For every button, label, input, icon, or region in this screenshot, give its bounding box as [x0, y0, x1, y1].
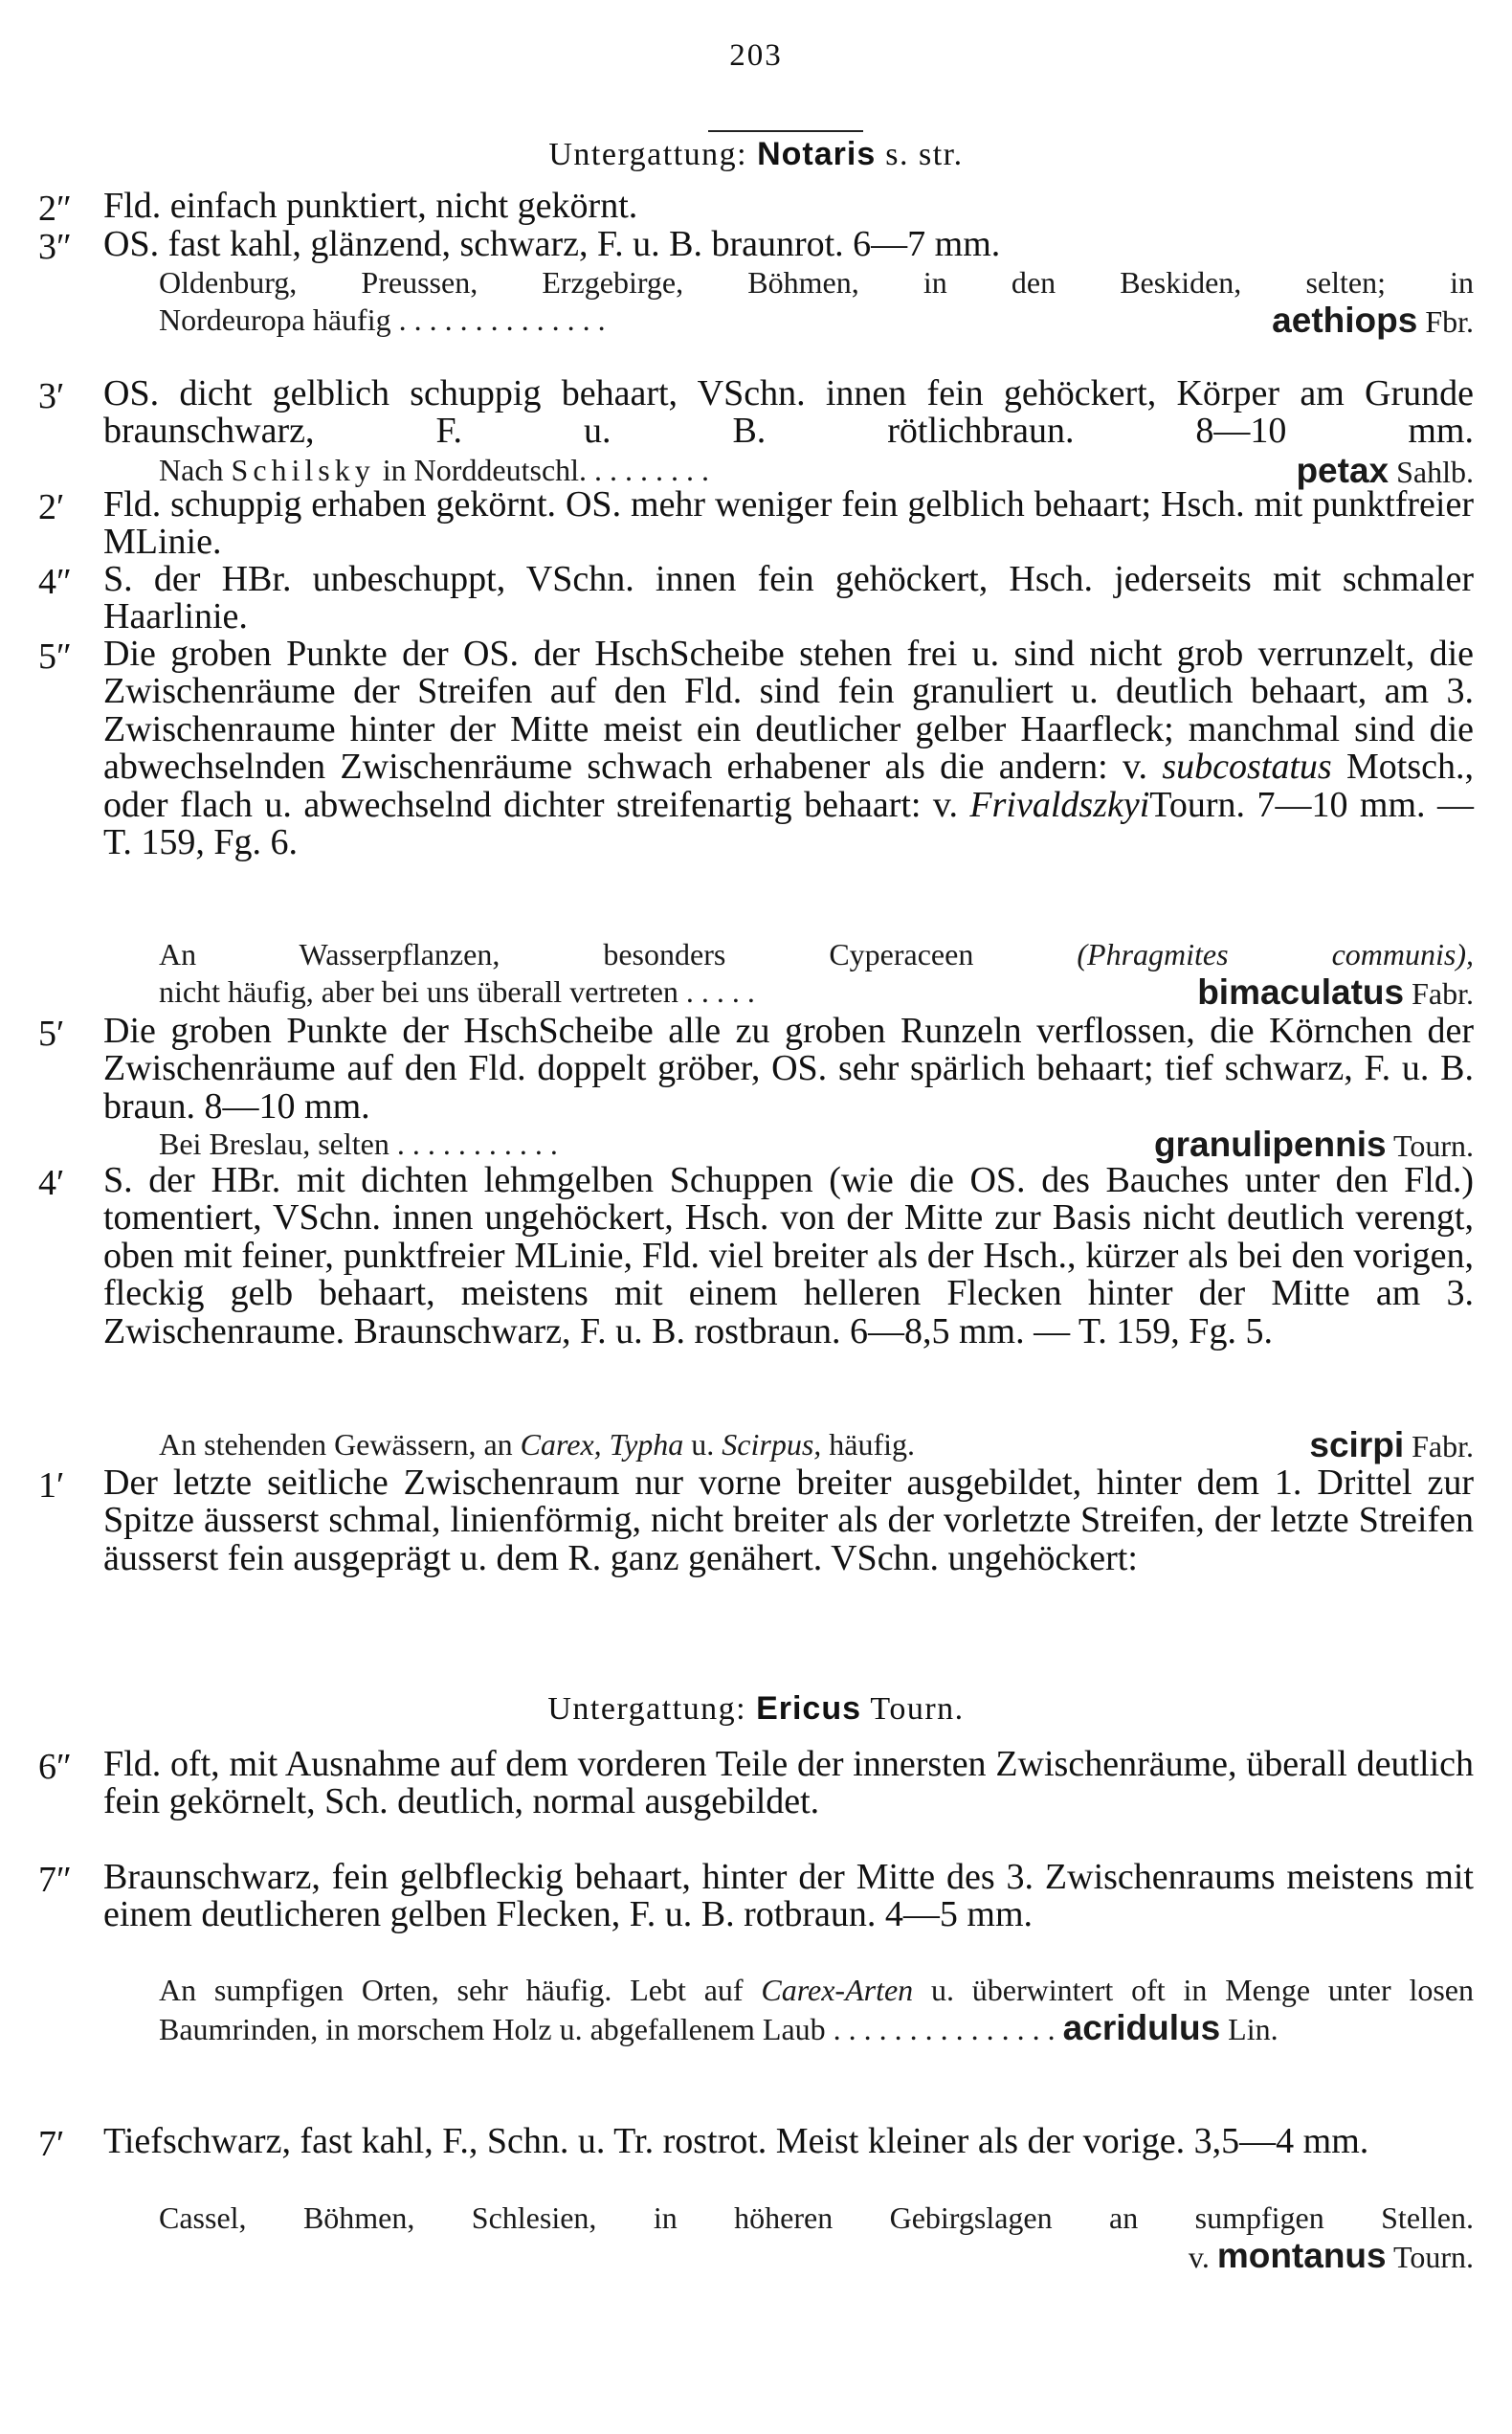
header-rule: [708, 130, 863, 132]
couplet-number: 5′: [38, 1014, 65, 1054]
couplet-text: S. der HBr. mit dichten lehmgelben Schuppen (wie die OS. des Bauches unter den Fld.) tomentiert, VSchn. innen ungehöckert, Hsch. von der Mitte zur Basis nicht deutlich verengt, oben mit feiner, punktfreier MLinie, Fld. viel breiter als der Hsch., kürzer als bei den vorigen, fleckig gelb behaart, meistens mit einem helleren Flecken hinter der Mitte am 3. Zwischenraume. Braunschwarz, F. u. B. rostbraun. 6—8,5 mm. — T. 159, Fg. 5.: [103, 1160, 1474, 1351]
couplet-number: 3′: [38, 376, 65, 416]
species-name: bimaculatus: [1197, 972, 1405, 1013]
couplet-number: 5″: [38, 636, 72, 677]
couplet-number: 6″: [38, 1747, 72, 1787]
couplet-number: 4″: [38, 562, 72, 602]
species-author: Tourn.: [1393, 2240, 1474, 2275]
subgenus-heading-ericus: Untergattung: Ericus Tourn.: [547, 1690, 965, 1727]
subgenus-name: Ericus: [756, 1690, 862, 1727]
species-name: granulipennis: [1154, 1125, 1387, 1164]
couplet-number: 2′: [38, 487, 65, 527]
couplet-text: Fld. oft, mit Ausnahme auf dem vorderen Teile der innersten Zwischenräume, überall deutlich fein gekörnelt, Sch. deutlich, normal ausgebildet.: [103, 1744, 1474, 1822]
subgenus-heading-notaris: Untergattung: Notaris s. str.: [548, 136, 964, 172]
distribution-note: Cassel, Böhmen, Schlesien, in höheren Gebirgslagen an sumpfigen Stellen. v. montanus Tourn.: [159, 2200, 1474, 2276]
species-author: Lin.: [1228, 2012, 1279, 2047]
species-author: Tourn.: [1393, 1128, 1474, 1163]
variety-name: subcostatus: [1162, 747, 1332, 788]
couplet-text: Braunschwarz, fein gelbfleckig behaart, hinter der Mitte des 3. Zwischenraums meistens mit einem deutlicheren gelben Flecken, F. u. B. rotbraun. 4—5 mm.: [103, 1857, 1474, 1935]
species-name: aethiops: [1272, 301, 1418, 341]
couplet-text: S. der HBr. unbeschuppt, VSchn. innen fein gehöckert, Hsch. jederseits mit schmaler Haarlinie.: [103, 559, 1474, 637]
couplet-number: 1′: [38, 1465, 65, 1506]
couplet-text: Tiefschwarz, fast kahl, F., Schn. u. Tr. rostrot. Meist kleiner als der vorige. 3,5—4 mm.: [103, 2121, 1369, 2161]
couplet-number: 4′: [38, 1163, 65, 1203]
species-author: Fbr.: [1425, 304, 1474, 340]
couplet-text: OS. fast kahl, glänzend, schwarz, F. u. B. braunrot. 6—7 mm.: [103, 224, 1001, 264]
couplet-number: 7″: [38, 1860, 72, 1900]
couplet-number: 2″: [38, 189, 72, 229]
couplet-text: Fld. einfach punktiert, nicht gekörnt.: [103, 186, 638, 226]
collector-name: Schilsky: [231, 453, 375, 487]
distribution-note: Oldenburg, Preussen, Erzgebirge, Böhmen, in den Beskiden, selten; in Nordeuropa häufig . . . . . . . . . . . . . . aethiops Fbr.: [159, 265, 1474, 341]
couplet-text: Die groben Punkte der OS. der HschScheibe stehen frei u. sind nicht grob verrunzelt, die Zwischenräume der Streifen auf den Fld. sind fein granuliert u. deutlich behaart, am 3. Zwischenraume hinter der Mitte meist ein deutlicher gelber Haarfleck; manchmal sind die abwechselnden Zwischenräume schwach erhabener als die andern: v. subcostatus Motsch., oder flach u. abwechselnd dichter streifenartig behaart: v. FrivaldszkyiTourn. 7—10 mm. — T. 159, Fg. 6.: [103, 634, 1475, 863]
distribution-note: Nach Schilsky in Norddeutschl. . . . . . . . . petax Sahlb.: [159, 451, 1474, 490]
couplet-text: Fld. schuppig erhaben gekörnt. OS. mehr weniger fein gelblich behaart; Hsch. mit punktfreier MLinie.: [103, 484, 1474, 563]
couplet-text: Der letzte seitliche Zwischenraum nur vorne breiter ausgebildet, hinter dem 1. Drittel zur Spitze äusserst schmal, linienförmig, nicht breiter als der vorletzte Streifen, der letzte Streifen äusserst fein ausgeprägt u. dem R. ganz genähert. VSchn. ungehöckert:: [103, 1463, 1474, 1578]
species-author: Fabr.: [1412, 976, 1474, 1012]
couplet-number: 7′: [38, 2124, 65, 2164]
species-author: Fabr.: [1412, 1429, 1474, 1463]
couplet-text: Die groben Punkte der HschScheibe alle zu groben Runzeln verflossen, die Körnchen der Zwischenräume auf den Fld. doppelt gröber, OS. sehr spärlich behaart; tief schwarz, F. u. B. braun. 8—10 mm.: [103, 1011, 1474, 1127]
distribution-note: An Wasserpflanzen, besonders Cyperaceen (Phragmites communis), nicht häufig, aber bei uns überall vertreten . . . . . bimaculatus Fabr.: [159, 937, 1475, 1013]
distribution-note: An stehenden Gewässern, an Carex, Typha u. Scirpus, häufig. scirpi Fabr.: [159, 1425, 1474, 1464]
species-name: petax: [1296, 451, 1390, 490]
couplet-text: OS. dicht gelblich schuppig behaart, VSchn. innen fein gehöckert, Körper am Grunde braunschwarz, F. u. B. rötlichbraun. 8—10 mm.: [103, 373, 1474, 452]
couplet-number: 3″: [38, 227, 72, 267]
species-name: acridulus: [1062, 2008, 1221, 2048]
species-author: Sahlb.: [1396, 455, 1474, 489]
distribution-note: Bei Breslau, selten . . . . . . . . . . . granulipennis Tourn.: [159, 1125, 1474, 1164]
page-number: 203: [729, 38, 783, 73]
species-name: montanus: [1216, 2236, 1387, 2276]
distribution-note: An sumpfigen Orten, sehr häufig. Lebt auf Carex-Arten u. überwintert oft in Menge unter losen Baumrinden, in morschem Holz u. abgefallenem Laub . . . . . . . . . . . . . . . acridulus Lin.: [159, 1973, 1475, 2048]
variety-name: Frivaldszkyi: [969, 784, 1150, 825]
subgenus-name: Notaris: [757, 136, 877, 172]
species-name: scirpi: [1309, 1425, 1405, 1464]
